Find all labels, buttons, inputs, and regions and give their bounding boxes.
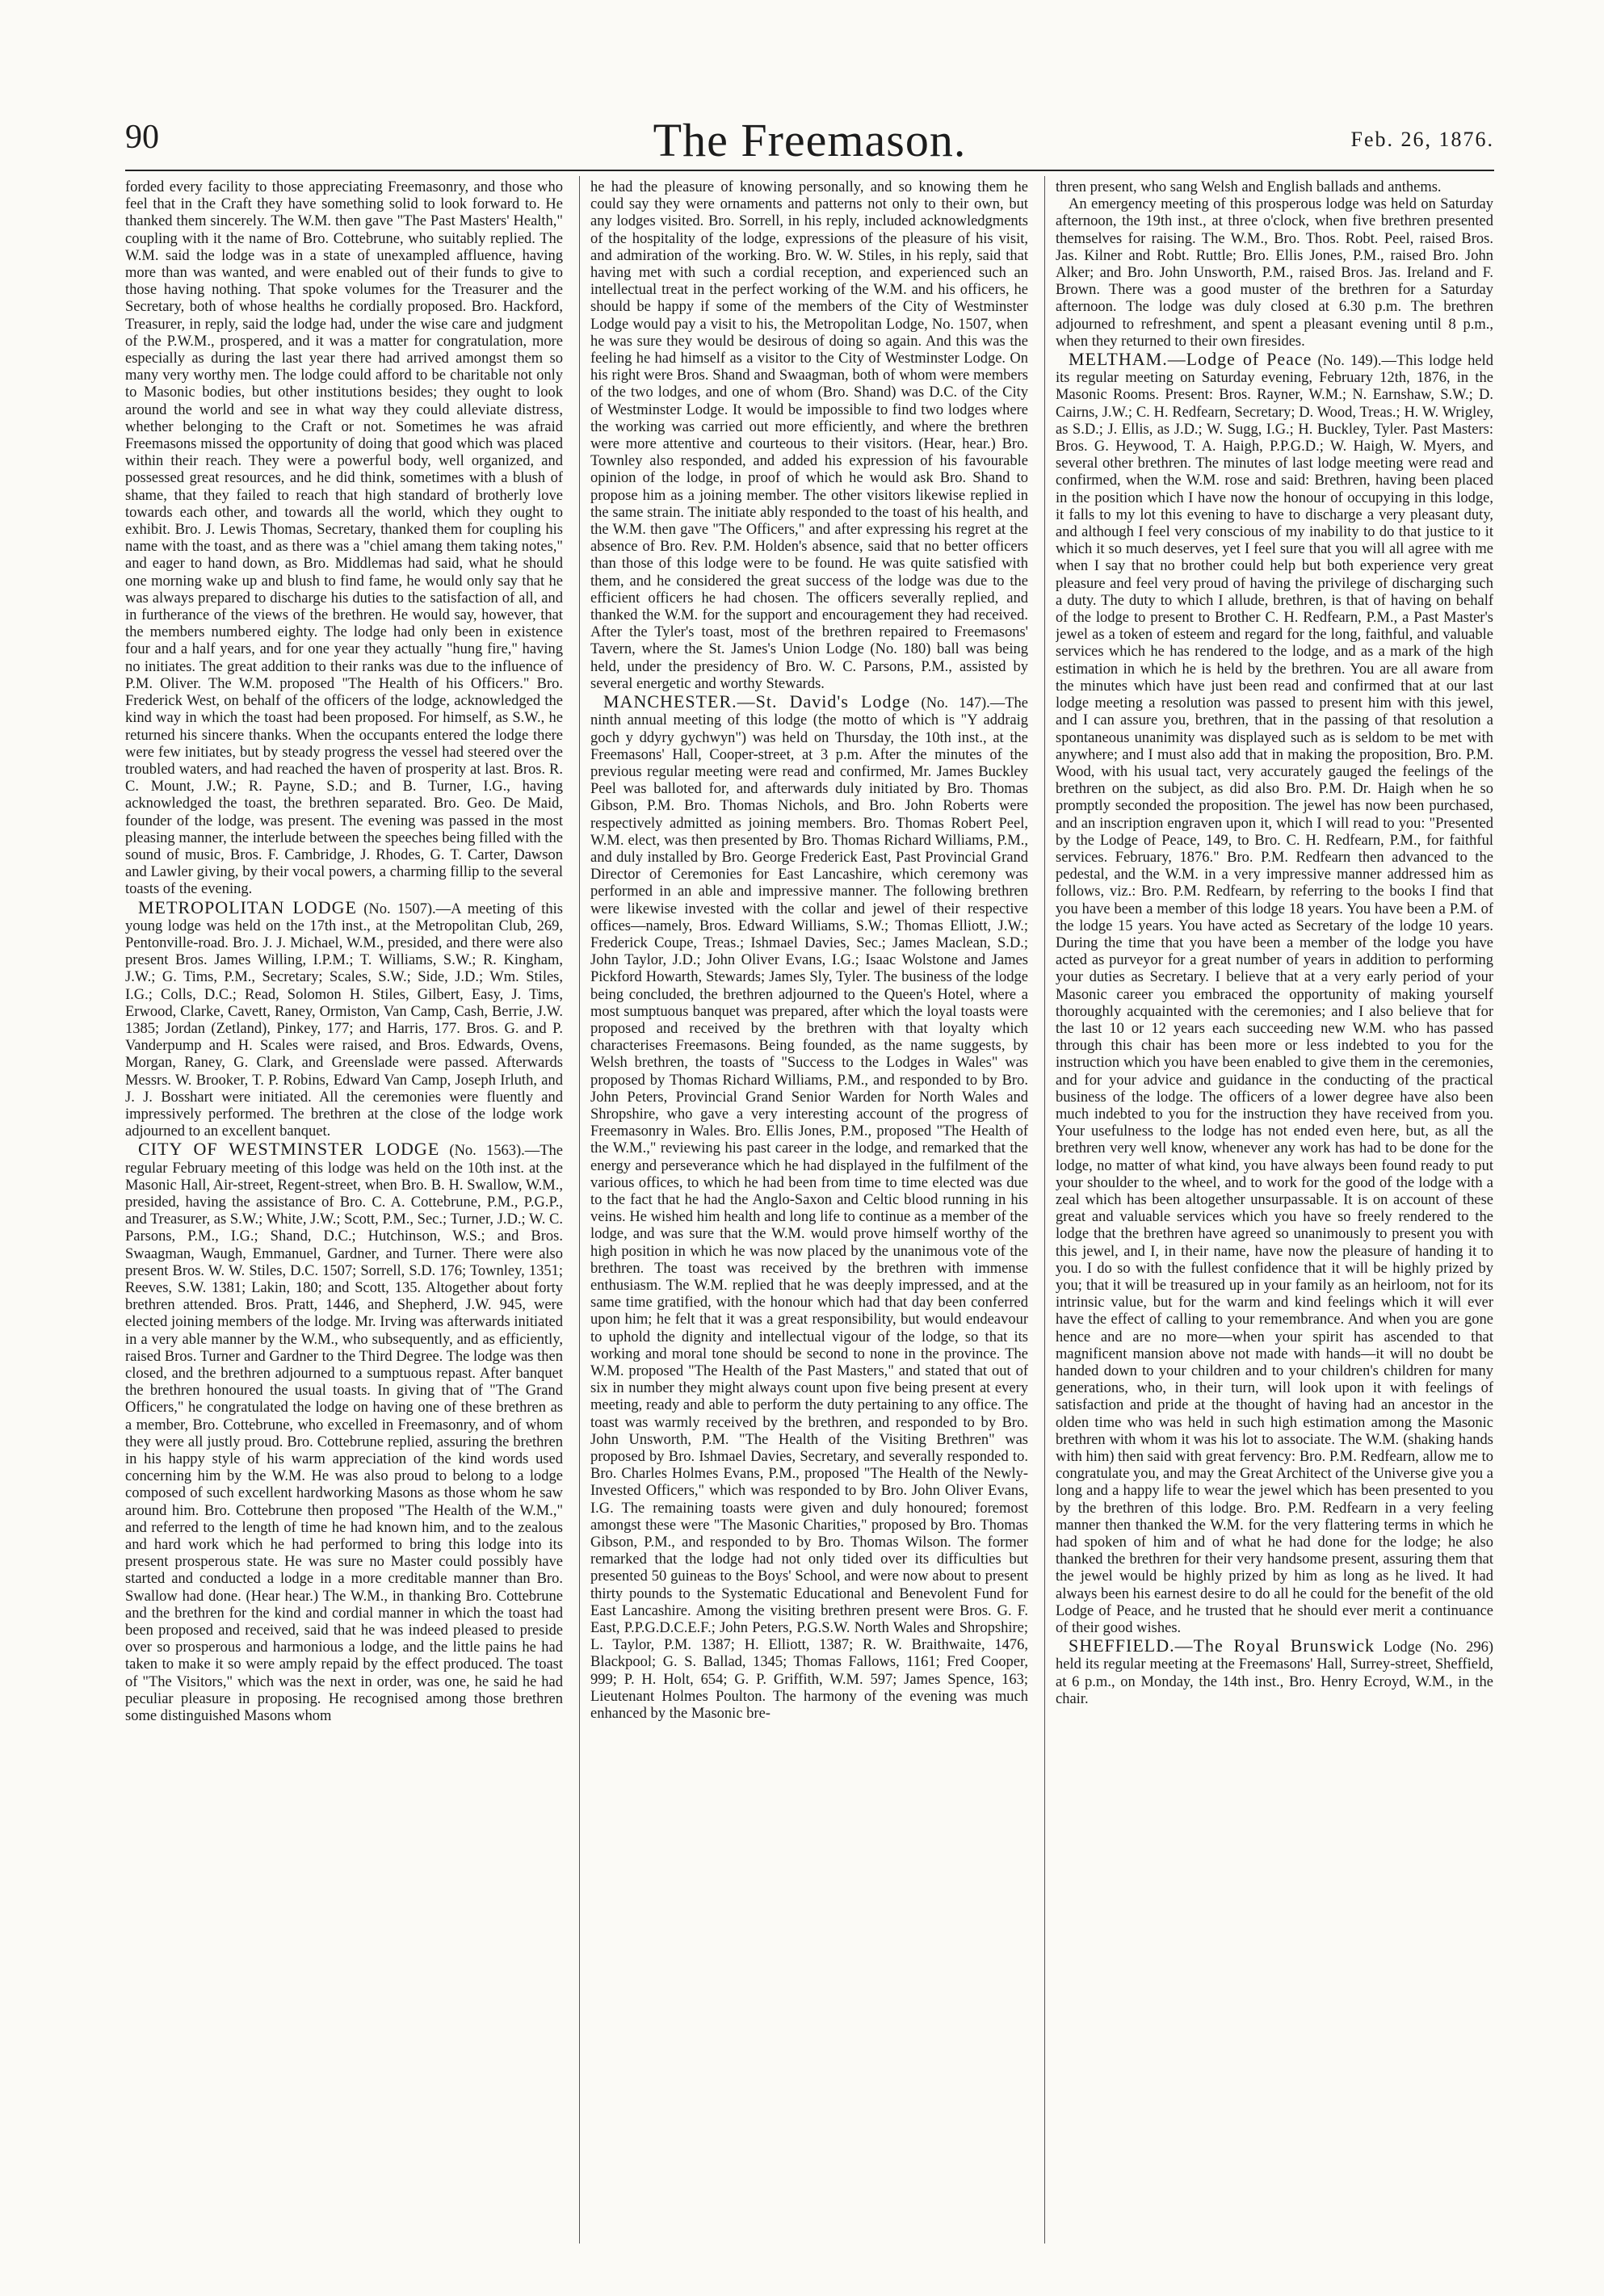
column-2 [590, 179, 1028, 2247]
section-heading: CITY OF WESTMINSTER LODGE [138, 1139, 440, 1160]
article-text: he had the pleasure of knowing personally, and so knowing them he could say they were ornaments and patterns not only to their own, but any lodges visited. Bro. Sorrell, in his reply, included acknowledgments of the hospitality of the lodge, expressions of the pleasure of his visit, and admiration of the working. Bro. W. W. Stiles, in his reply, said that having met with such a cordial reception, and experienced such an intellectual treat in the perfect working of the W.M. and his officers, he should be happy if some of the members of the City of Westminster Lodge would pay a visit to his, the Metropolitan Lodge, No. 1507, when he was sure they would be desirous of doing so again. And this was the feeling he had himself as a visitor to the City of Westminster Lodge. On his right were Bros. Shand and Swaagman, both of whom were members of the two lodges, and one of whom (Bro. Shand) was D.C. of the City of Westminster Lodge. It would be impossible to find two lodges where the working was carried out more efficiently, and where the brethren were more attentive and courteous to their visitors. (Hear, hear.) Bro. Townley also responded, and added his expression of his favourable opinion of the lodge, in proof of which he would ask Bro. Shand to propose him as a joining member. The other visitors likewise replied in the same strain. The initiate ably responded to the toast of his health, and the W.M. then gave "The Officers," and after expressing his regret at the absence of Bro. Rev. P.M. Holden's absence, said that no better officers than those of this lodge were to be found. He was quite satisfied with them, and he considered the great success of the lodge was due to the efficient officers he had chosen. The officers severally replied, and thanked the W.M. for the support and encouragement they had received. After the Tyler's toast, most of the brethren repaired to Freemasons' Tavern, where the St. James's Union Lodge (No. 180) ball was being held, under the presidency of Bro. W. C. Parsons, P.M., assisted by several energetic and worthy Stewards. [590, 179, 1028, 692]
page-number: 90 [125, 119, 159, 156]
masthead [125, 113, 1494, 168]
column-1 [125, 179, 563, 2247]
section-heading: SHEFFIELD.—The Royal Brunswick [1069, 1635, 1375, 1656]
section-heading: MANCHESTER.—St. David's Lodge [603, 691, 911, 712]
article-text: (No. 1507).—A meeting of this young lodge was held on the 17th inst., at the Metropolitan Club, 269, Pentonville-road. Bro. J. J. Michael, W.M., presided, and there were also present Bros. James Willing, I.P.M.; T. Williams, S.W.; R. Kingham, J.W.; G. Tims, P.M., Secretary; Scales, S.W.; Side, J.D.; Wm. Stiles, I.G.; Colls, D.C.; Read, Solomon H. Stiles, Gilbert, Easy, J. Tims, Erwood, Clarke, Cavett, Raney, Ormiston, Van Camp, Cash, Berrie, J.W. 1385; Jordan (Zetland), Pinkey, 177; and Harris, 177. Bros. G. and P. Vanderpump and H. Scales were raised, and Bros. Edwards, Ovens, Morgan, Raney, G. Clark, and Greenslade were passed. Afterwards Messrs. W. Brooker, T. P. Robins, Edward Van Camp, Joseph Irluth, and J. J. Bosshart were initiated. All the ceremonies were fluently and impressively performed. The brethren at the close of the lodge work adjourned to an excellent banquet. [125, 900, 563, 1140]
article-lead [125, 896, 563, 1141]
article-lead [590, 693, 1028, 1723]
article-lead [1056, 350, 1493, 1637]
paper-title: The Freemason. [653, 114, 967, 166]
article-text: (No. 149).—This lodge held its regular meeting on Saturday evening, February 12th, 1876, in the Masonic Rooms. Present: Bros. Rayner, W.M.; N. Earnshaw, S.W.; D. Cairns, J.W.; C. H. Redfearn, Secretary; D. Wood, Treas.; H. W. Wrigley, as S.D.; J. Ellis, as J.D.; W. Sugg, I.G.; H. Buckley, Tyler. Past Masters: Bros. G. Heywood, T. A. Haigh, P.P.G.D.; W. Haigh, W. Myers, and several other brethren. The minutes of last lodge meeting were read and confirmed, when the W.M. rose and said: Brethren, having been placed in the position which I have now the honour of occupying in this lodge, it falls to my lot this evening to have to discharge a very pleasant duty, and although I feel very conscious of my inability to do that justice to it which it so much deserves, yet I feel sure that you will all agree with me when I say that no brother could help but both experience very great pleasure and feel very proud of having the privilege of discharging such a duty. The duty to which I allude, brethren, is that of having on behalf of the lodge to present to Brother C. H. Redfearn, P.M., a Past Master's jewel as a token of esteem and regard for the long, faithful, and valuable services which he has rendered to the lodge, and as a mark of the high estimation in which he is held by the brethren. You are all aware from the minutes which have just been read and confirmed that at our last lodge meeting a resolution was passed to present him with this jewel, and I can assure you, brethren, that in the passing of that resolution a spontaneous unanimity was displayed such as is seldom to be met with anywhere; and I must also add that in making the proposition, Bro. P.M. Wood, with his usual tact, very accurately gauged the feelings of the brethren on the subject, as did also Bro. P.M. Dr. Haigh when he so promptly seconded the proposition. The jewel has now been purchased, and an inscription engraven upon it, which I will read to you: "Presented by the Lodge of Peace, 149, to Bro. C. H. Redfearn, P.M., for faithful services. February, 1876." Bro. P.M. Redfearn then advanced to the pedestal, and the W.M. in a very impressive manner addressed him as follows, viz.: Bro. P.M. Redfearn, by referring to the books I find that you have been a member of this lodge 18 years. You have been a P.M. of the lodge 15 years. You have acted as Secretary of the lodge 10 years. During the time that you have been a member of the lodge you have acted as purveyor for a great number of years in addition to performing your duties as Secretary. I believe that at a very early period of your Masonic career you embraced the opportunity of making yourself thoroughly acquainted with the ceremonies; and I also believe that for the last 10 or 12 years each succeeding new W.M. who has passed through this chair has been more or less indebted to you for the instruction which you have been enabled to give them in the ceremonies, and for your advice and guidance in the conducting of the practical business of the lodge. The officers of a lower degree have also been much indebted to you for the instruction they have received from you. Your usefulness to the lodge has not ended even here, but, as all the brethren very well know, whenever any work has had to be done for the lodge, no matter of what kind, you have always been found ready to put your shoulder to the wheel, and to work for the good of the lodge with a zeal which has been altogether unsurpassable. It is on account of these great and valuable services which you have so freely rendered to the lodge that the brethren have agreed so unanimously to present you with this jewel, and I, in their name, have now the pleasure of handing it to you. I do so with the fullest confidence that it will be highly prized by you; that it will be treasured up in your family as an heirloom, not for its intrinsic value, but for the warm and kind feelings which it will ever have the effect of calling to your remembrance. And when you are gone hence and are no more—when your spirit has ascended to that magnificent mansion above not made with hands—it will no doubt be handed down to your children and to your children's children for many generations, who, in their turn, will look upon it with feelings of satisfaction and pride at the thought of having had an ancestor in the olden time who was held in such high estimation among the Masonic brethren with whom it was his lot to associate. The W.M. (shaking hands with him) then said with great fervency: Bro. P.M. Redfearn, allow me to congratulate you, and may the Great Architect of the Universe give you a long and a happy life to wear the jewel which has been presented to you by the brethren of this lodge. Bro. P.M. Redfearn in a very feeling manner then thanked the W.M. for the very flattering terms in which he had spoken of him and of what he had done for the lodge; he also thanked the brethren for their very handsome present, assuring them that the jewel would be highly prized by him as long as he lived. It had always been his earnest desire to do all he could for the benefit of the old Lodge of Peace, and he trusted that he should ever merit a continuance of their good wishes. [1056, 353, 1493, 1637]
article-text: An emergency meeting of this prosperous lodge was held on Saturday afternoon, the 19th inst., at three o'clock, when five brethren presented themselves for raising. The W.M., Bro. Thos. Robt. Peel, raised Bros. Jas. Kilner and Robt. Ruttle; Bro. Ellis Jones, P.M., raised Bro. John Alker; and Bro. John Unsworth, P.M., raised Bros. Jas. Ireland and F. Brown. There was a good muster of the brethren for a Saturday afternoon. The lodge was duly closed at 6.30 p.m. The brethren adjourned to refreshment, and spent a pleasant evening until 8 p.m., when they returned to their own firesides. [1056, 196, 1493, 350]
article-lead [1056, 1637, 1493, 1708]
article-text: thren present, who sang Welsh and English ballads and anthems. [1056, 179, 1442, 195]
article-text: forded every facility to those appreciating Freemasonry, and those who feel that in the Craft they have something solid to look forward to. He thanked them sincerely. The W.M. then gave "The Past Masters' Health," coupling with it the name of Bro. Cottebrune, who suitably replied. The W.M. said the lodge was in a state of unexampled affluence, having more than was wanted, and were enabled out of their funds to give to those having nothing. That spoke volumes for the Treasurer and the Secretary, both of whose healths he cordially proposed. Bro. Hackford, Treasurer, in reply, said the lodge had, under the wise care and judgment of the P.W.M., prospered, and it was a matter for congratulation, more especially as during the last year there had arrived amongst them so many very worthy men. The lodge could afford to be charitable not only to Masonic bodies, but other institutions besides; they ought to look around the world and see in what way they could alleviate distress, whether belonging to the Craft or not. Sometimes he was afraid Freemasons missed the opportunity of doing that good which was placed within their reach. They were a powerful body, well organized, and possessed great resources, and he did think, sometimes with a blush of shame, that they failed to reach that high standard of brotherly love towards each other, and towards all the world, which they ought to exhibit. Bro. J. Lewis Thomas, Secretary, thanked them for coupling his name with the toast, and as there was a "chiel amang them taking notes," and eager to hand down, as Bro. Middlemas had said, what he should one morning wake up and blush to find fame, he would only say that he was always prepared to discharge his duties to the satisfaction of all, and in furtherance of the views of the brethren. He would say, however, that the members numbered eighty. The lodge had only been in existence four and a half years, and for one year they actually "hung fire," having no initiates. The great addition to their ranks was due to the influence of P.M. Oliver. The W.M. proposed "The Health of his Officers." Bro. Frederick West, on behalf of the officers of the lodge, acknowledged the kind way in which the toast had been proposed. For himself, as S.W., he returned his sincere thanks. When the occupants entered the lodge there were few initiates, but by steady progress the vessel had steered over the troubled waters, and had reached the haven of prosperity at last. Bros. R. C. Mount, J.W.; R. Payne, S.D.; and B. Turner, I.G., having acknowledged the toast, the brethren separated. Bro. Geo. De Maid, founder of the lodge, was present. The evening was passed in the most pleasing manner, the interlude between the speeches being filled with the sound of music, Bros. F. Cambridge, J. Rhodes, G. T. Carter, Dawson and Lawler giving, by their vocal powers, a charming fillip to the several toasts of the evening. [125, 179, 563, 898]
column-3 [1056, 179, 1493, 2247]
issue-date: Feb. 26, 1876. [1350, 128, 1494, 151]
column-divider [1044, 176, 1045, 2244]
section-heading: METROPOLITAN LODGE [138, 896, 357, 917]
article-text: (No. 1563).—The regular February meeting of this lodge was held on the 10th inst. at the Masonic Hall, Air-street, Regent-street, when Bro. B. H. Swallow, W.M., presided, having the assistance of Bro. C. A. Cottebrune, P.M., P.G.P., and Treasurer, as S.W.; White, J.W.; Scott, P.M., Sec.; Turner, J.D.; W. C. Parsons, P.M., I.G.; Shand, D.C.; Hutchinson, W.S.; and Bros. Swaagman, Waugh, Emmanuel, Gardner, and Turner. There were also present Bros. W. W. Stiles, D.C. 1507; Sorrell, S.D. 176; Townley, 1351; Reeves, S.W. 1381; Lakin, 180; and Scott, 135. Altogether about forty brethren attended. Bros. Pratt, 1446, and Shepherd, J.W. 945, were elected joining members of the lodge. Mr. Irving was afterwards initiated in a very able manner by the W.M., who subsequently, and as efficiently, raised Bros. Turner and Gardner to the Third Degree. The lodge was then closed, and the brethren adjourned to a sumptuous repast. After banquet the brethren honoured the usual toasts. In giving that of "The Grand Officers," he congratulated the lodge on having one of these brethren as a member, Bro. Cottebrune, who excelled in Freemasonry, and of whom they were all justly proud. Bro. Cottebrune replied, assuring the brethren in his happy style of his warm appreciation of the kind words used concerning him by the W.M. He was also proud to belong to a lodge composed of such excellent hardworking Masons as those whom he saw around him. Bro. Cottebrune then proposed "The Health of the W.M.," and referred to the length of time he had known him, and to the zealous and hard work which he had performed to bring this lodge into its present prosperous state. He was sure no Master could possibly have started and conducted a lodge in a more creditable manner than Bro. Swallow had done. (Hear hear.) The W.M., in thanking Bro. Cottebrune and the brethren for the kind and cordial manner in which the toast had been proposed and received, said that he was indeed pleased to preside over so prosperous and harmonious a lodge, and the little pains he had taken to make it so were amply repaid by the effect produced. The toast of "The Visitors," which was the next in order, was one, he said he had peculiar pleasure in proposing. He recognised among those brethren some distinguished Masons whom [125, 1143, 563, 1725]
article-text: (No. 147).—The ninth annual meeting of this lodge (the motto of which is "Y addraig goch y ddyry gychwyn") was held on Thursday, the 10th inst., at the Freemasons' Hall, Cooper-street, at 3 p.m. After the minutes of the previous regular meeting were read and confirmed, Mr. James Buckley Peel was balloted for, and afterwards duly initiated by Bro. Thomas Gibson, P.M. Bro. Thomas Nichols, and Bro. John Roberts were respectively admitted as joining members. Bro. Thomas Robert Peel, W.M. elect, was then presented by Bro. Thomas Richard Williams, P.M., and duly installed by Bro. George Frederick East, Past Provincial Grand Director of Ceremonies for East Lancashire, which ceremony was performed in an able and impressive manner. The following brethren were likewise invested with the collar and jewel of their respective offices—namely, Bros. Edward Williams, S.W.; Thomas Elliott, J.W.; Frederick Coupe, Treas.; Ishmael Davies, Sec.; James Maclean, S.D.; John Taylor, J.D.; John Oliver Evans, I.G.; Isaac Wolstone and James Pickford Howarth, Stewards; James Sly, Tyler. The business of the lodge being concluded, the brethren adjourned to the Queen's Hotel, where a most sumptuous banquet was prepared, after which the loyal toasts were proposed and received by the brethren with that loyalty which characterises Freemasons. Being founded, as the name suggests, by Welsh brethren, the toasts of "Success to the Lodges in Wales" was proposed by Thomas Richard Williams, P.M., and responded to by Bro. John Peters, Provincial Grand Senior Warden for North Wales and Shropshire, who gave a very interesting account of the progress of Freemasonry in Wales. Bro. Ellis Jones, P.M., proposed "The Health of the W.M.," reviewing his past career in the lodge, and remarked that the energy and perseverance which he had displayed in the fulfilment of the various offices, to which he had been from time to time elected was due to the fact that he had the Anglo-Saxon and Celtic blood running in his veins. He wished him health and long life to continue as a member of the lodge, and was sure that the W.M. would prove himself worthy of the high position in which he was now placed by the unanimous vote of the brethren. The toast was received by the brethren with immense enthusiasm. The W.M. replied that he was deeply impressed, and at the same time gratified, with the honour which had that day been conferred upon him; he felt that it was a great responsibility, but would endeavour to uphold the dignity and intellectual vigour of the lodge, so that its working and moral tone should be second to none in the province. The W.M. proposed "The Health of the Past Masters," and stated that out of six in number they might always count upon five being present at every meeting, ready and able to perform the duty pertaining to any office. The toast was warmly received by the brethren, and responded to by Bro. John Unsworth, P.M. "The Health of the Visiting Brethren" was proposed by Bro. Ishmael Davies, Secretary, and severally responded to. Bro. Charles Holmes Evans, P.M., proposed "The Health of the Newly-Invested Officers," which was responded to by Bro. John Oliver Evans, I.G. The remaining toasts were given and duly honoured; foremost amongst these were "The Masonic Charities," proposed by Bro. Thomas Gibson, P.M., and responded to by Bro. Thomas Wilson. The former remarked that the lodge had not only tided over its difficulties but presented 50 guineas to the Boys' School, and were now about to present thirty pounds to the Systematic Educational and Benevolent Fund for East Lancashire. Among the visiting brethren present were Bros. G. F. East, P.P.G.D.C.E.F.; John Peters, P.G.S.W. North Wales and Shropshire; L. Taylor, P.M. 1387; H. Elliott, 1387; R. W. Braithwaite, 1476, Blackpool; G. S. Ballad, 1345; Thomas Fallows, 1161; Fred Cooper, 999; P. H. Holt, 654; G. P. Griffith, W.M. 597; James Spence, 163; Lieutenant Holmes Poulton. The harmony of the evening was much enhanced by the Masonic bre- [590, 695, 1028, 1723]
section-heading: MELTHAM.—Lodge of Peace [1069, 349, 1312, 370]
column-divider [579, 176, 580, 2244]
article-lead [125, 1140, 563, 1725]
header-rule [125, 170, 1494, 171]
article-text: Lodge (No. 296) held its regular meeting at the Freemasons' Hall, Surrey-street, Sheffield, at 6 p.m., on Monday, the 14th inst., Bro. Henry Ecroyd, W.M., in the chair. [1056, 1639, 1493, 1707]
